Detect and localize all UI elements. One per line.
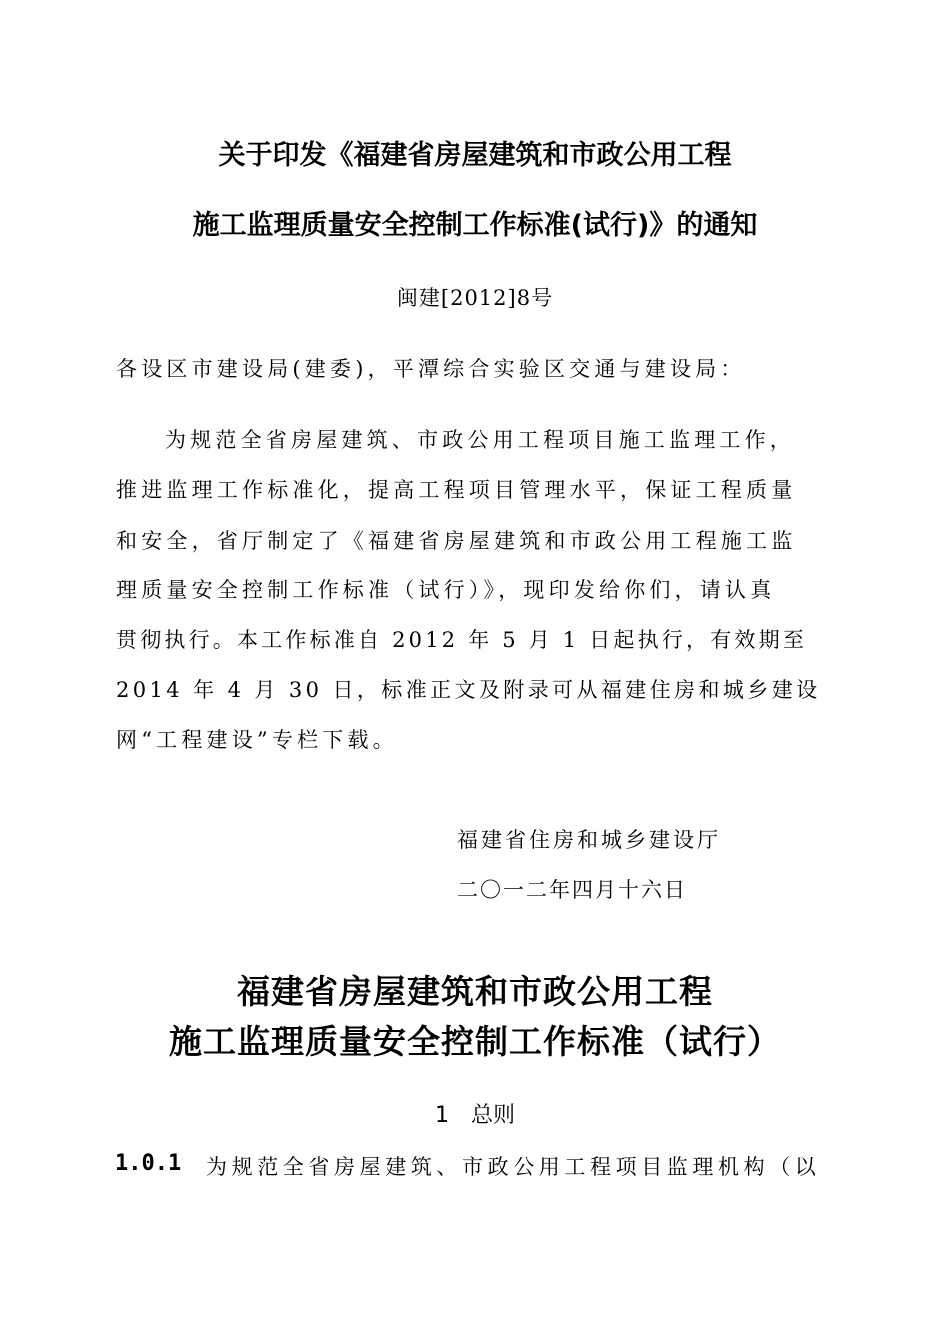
standard-title-line-2: 施工监理质量安全控制工作标准（试行） xyxy=(169,1022,781,1061)
body-line: 推进监理工作标准化，提高工程项目管理水平，保证工程质量 xyxy=(116,478,797,502)
body-line: 2014 年 4 月 30 日，标准正文及附录可从福建住房和城乡建设 xyxy=(116,678,821,702)
body-line: 贯彻执行。本工作标准自 2012 年 5 月 1 日起执行，有效期至 xyxy=(116,628,808,652)
body-line: 理质量安全控制工作标准（试行）》，现印发给你们，请认真 xyxy=(116,578,776,602)
issuer: 福建省住房和城乡建设厅 xyxy=(457,828,721,852)
clause-number: 1.0.1 xyxy=(115,1151,182,1176)
clause-text: 为规范全省房屋建筑、市政公用工程项目监理机构（以 xyxy=(206,1155,821,1179)
notice-title-line-2: 施工监理质量安全控制工作标准(试行)》的通知 xyxy=(192,210,758,241)
body-line: 为规范全省房屋建筑、市政公用工程项目施工监理工作， xyxy=(165,428,795,452)
document-number: 闽建[2012]8号 xyxy=(396,286,554,310)
addressee: 各设区市建设局(建委)，平潭综合实验区交通与建设局： xyxy=(116,357,746,381)
body-line: 网“工程建设”专栏下载。 xyxy=(116,728,398,752)
issue-date: 二〇一二年四月十六日 xyxy=(457,878,687,902)
chapter-heading: 1 总则 xyxy=(435,1103,515,1128)
notice-title-line-1: 关于印发《福建省房屋建筑和市政公用工程 xyxy=(218,140,732,171)
standard-title-line-1: 福建省房屋建筑和市政公用工程 xyxy=(237,972,713,1011)
body-line: 和安全，省厅制定了《福建省房屋建筑和市政公用工程施工监 xyxy=(116,529,797,553)
